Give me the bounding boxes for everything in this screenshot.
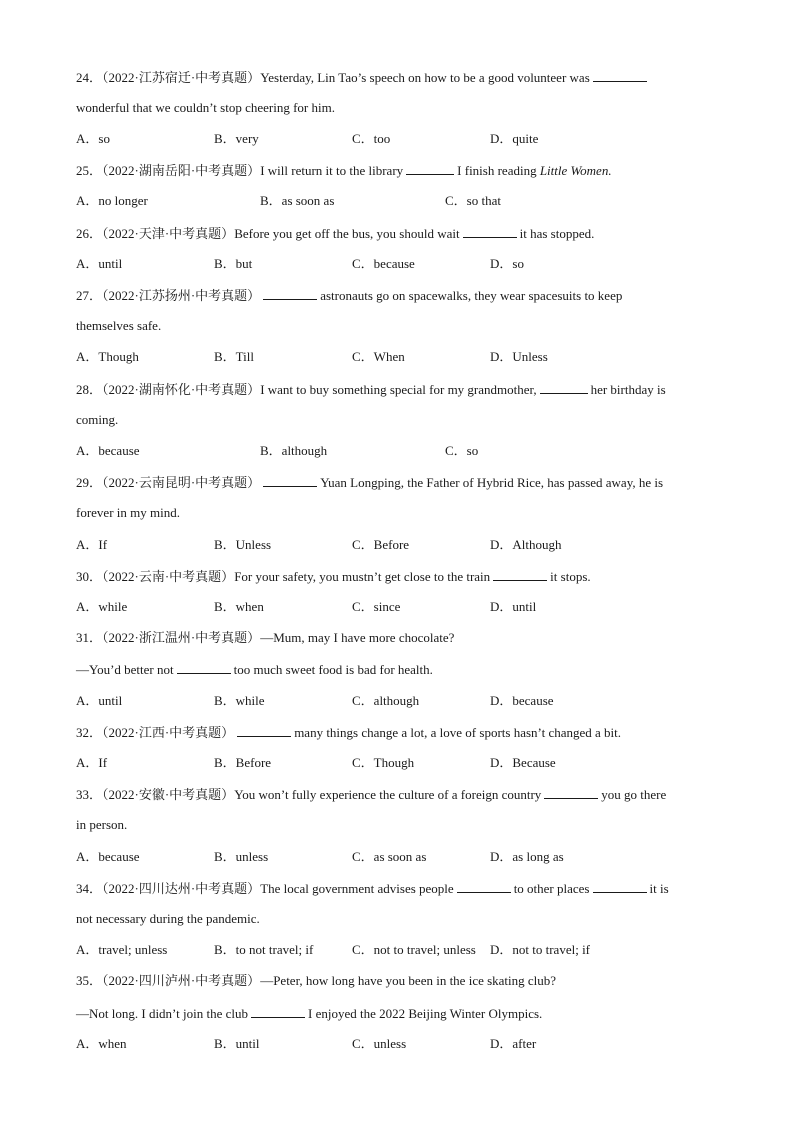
question-source: （2022·湖南怀化·中考真题） xyxy=(102,382,261,397)
option-c[interactable]: C．Though xyxy=(352,755,415,770)
question-text: For your safety, you mustn’t get close to the train xyxy=(234,569,491,584)
answer-blank xyxy=(251,1005,305,1018)
question-number: 33． xyxy=(76,787,103,802)
question-31-continued: —You’d better not too much sweet food is bad for health. xyxy=(76,662,433,677)
option-c[interactable]: C．so that xyxy=(445,193,501,208)
option-d[interactable]: D．after xyxy=(490,1036,537,1051)
question-source: （2022·四川泸州·中考真题） xyxy=(102,973,261,988)
question-35 xyxy=(76,973,556,989)
question-28-continued: coming. xyxy=(76,412,119,427)
question-source: （2022·云南·中考真题） xyxy=(102,569,235,584)
option-b[interactable]: B．to not travel; if xyxy=(214,942,314,957)
option-c[interactable]: C．Before xyxy=(352,537,410,552)
option-b[interactable]: B．while xyxy=(214,693,265,708)
option-d[interactable]: D．so xyxy=(490,256,524,271)
question-number: 27． xyxy=(76,288,103,303)
answer-blank xyxy=(493,568,547,581)
answer-blank xyxy=(237,724,291,737)
answer-blank-2 xyxy=(593,880,647,893)
question-number: 32． xyxy=(76,725,103,740)
question-text: I want to buy something special for my grandmother, xyxy=(260,382,537,397)
question-33 xyxy=(76,786,666,802)
answer-blank xyxy=(263,474,317,487)
question-text: I finish reading xyxy=(457,163,537,178)
question-29-continued: forever in my mind. xyxy=(76,505,180,520)
question-number: 31． xyxy=(76,630,103,645)
option-b[interactable]: B．as soon as xyxy=(260,193,335,208)
question-number: 30． xyxy=(76,569,103,584)
option-d[interactable]: D．not to travel; if xyxy=(490,942,591,957)
option-b[interactable]: B．although xyxy=(260,443,328,458)
question-source: （2022·湖南岳阳·中考真题） xyxy=(102,163,261,178)
answer-blank xyxy=(406,162,454,175)
option-d[interactable]: D．as long as xyxy=(490,849,564,864)
question-number: 35． xyxy=(76,973,103,988)
question-source: （2022·江西·中考真题） xyxy=(102,725,235,740)
answer-blank xyxy=(263,287,317,300)
question-30 xyxy=(76,568,591,584)
question-number: 25． xyxy=(76,163,103,178)
answer-blank xyxy=(544,786,598,799)
question-29 xyxy=(76,474,663,490)
question-35-continued: —Not long. I didn’t join the club I enjoyed the 2022 Beijing Winter Olympics. xyxy=(76,1006,543,1021)
answer-blank xyxy=(463,225,517,238)
option-d[interactable]: D．until xyxy=(490,599,537,614)
question-25 xyxy=(76,162,612,178)
question-24 xyxy=(76,69,650,85)
question-text: Yesterday, Lin Tao’s speech on how to be a good volunteer was xyxy=(260,70,590,85)
book-title: Little Women. xyxy=(539,163,612,178)
question-text: Before you get off the bus, you should wait xyxy=(234,226,460,241)
question-text: —Peter, how long have you been in the ice skating club? xyxy=(260,973,557,988)
question-source: （2022·浙江温州·中考真题） xyxy=(102,630,261,645)
option-a[interactable]: A．no longer xyxy=(76,193,148,208)
option-a[interactable]: A．because xyxy=(76,849,140,864)
question-number: 26． xyxy=(76,226,103,241)
option-c[interactable]: C．because xyxy=(352,256,415,271)
option-b[interactable]: B．when xyxy=(214,599,264,614)
option-a[interactable]: A．If xyxy=(76,755,108,770)
question-source: （2022·江苏宿迁·中考真题） xyxy=(102,70,261,85)
option-a[interactable]: A．until xyxy=(76,256,123,271)
option-b[interactable]: B．Before xyxy=(214,755,272,770)
option-c[interactable]: C．too xyxy=(352,131,391,146)
option-a[interactable]: A．so xyxy=(76,131,110,146)
question-source: （2022·云南昆明·中考真题） xyxy=(102,475,261,490)
option-c[interactable]: C．not to travel; unless xyxy=(352,942,476,957)
option-c[interactable]: C．so xyxy=(445,443,479,458)
option-b[interactable]: B．very xyxy=(214,131,259,146)
option-d[interactable]: D．Unless xyxy=(490,349,548,364)
question-32 xyxy=(76,724,621,740)
question-text: to other places xyxy=(513,881,590,896)
question-text: it has stopped. xyxy=(519,226,595,241)
option-c[interactable]: C．although xyxy=(352,693,420,708)
question-text: —Mum, may I have more chocolate? xyxy=(260,630,455,645)
option-a[interactable]: A．If xyxy=(76,537,108,552)
question-text: it is xyxy=(649,881,669,896)
option-a[interactable]: A．travel; unless xyxy=(76,942,168,957)
question-24-continued: wonderful that we couldn’t stop cheering for him. xyxy=(76,100,335,115)
option-a[interactable]: A．because xyxy=(76,443,140,458)
question-26 xyxy=(76,225,594,241)
option-b[interactable]: B．until xyxy=(214,1036,260,1051)
option-d[interactable]: D．Because xyxy=(490,755,556,770)
answer-blank xyxy=(593,69,647,82)
option-c[interactable]: C．unless xyxy=(352,1036,407,1051)
question-number: 28． xyxy=(76,382,103,397)
question-source: （2022·安徽·中考真题） xyxy=(102,787,235,802)
question-number: 34． xyxy=(76,881,103,896)
question-number: 29． xyxy=(76,475,103,490)
question-34-continued: not necessary during the pandemic. xyxy=(76,911,260,926)
option-b[interactable]: B．but xyxy=(214,256,253,271)
option-a[interactable]: A．until xyxy=(76,693,123,708)
question-text: you go there xyxy=(601,787,667,802)
answer-blank xyxy=(540,381,588,394)
question-27-continued: themselves safe. xyxy=(76,318,162,333)
question-source: （2022·江苏扬州·中考真题） xyxy=(102,288,261,303)
question-33-continued: in person. xyxy=(76,817,128,832)
question-text: her birthday is xyxy=(590,382,666,397)
option-c[interactable]: C．since xyxy=(352,599,401,614)
question-text: You won’t fully experience the culture of a foreign country xyxy=(234,787,542,802)
question-number: 24． xyxy=(76,70,103,85)
option-d[interactable]: D．quite xyxy=(490,131,539,146)
option-d[interactable]: D．because xyxy=(490,693,554,708)
question-text: The local government advises people xyxy=(260,881,454,896)
option-a[interactable]: A．while xyxy=(76,599,128,614)
option-c[interactable]: C．When xyxy=(352,349,405,364)
question-text: astronauts go on spacewalks, they wear spacesuits to keep xyxy=(320,288,623,303)
option-a[interactable]: A．when xyxy=(76,1036,127,1051)
option-b[interactable]: B．Unless xyxy=(214,537,272,552)
question-text: many things change a lot, a love of sports hasn’t changed a bit. xyxy=(294,725,622,740)
option-a[interactable]: A．Though xyxy=(76,349,139,364)
question-source: （2022·四川达州·中考真题） xyxy=(102,881,261,896)
question-text: I will return it to the library xyxy=(260,163,404,178)
question-28 xyxy=(76,381,666,397)
option-d[interactable]: D．Although xyxy=(490,537,562,552)
question-text: it stops. xyxy=(550,569,591,584)
option-c[interactable]: C．as soon as xyxy=(352,849,427,864)
option-b[interactable]: B．Till xyxy=(214,349,254,364)
answer-blank-1 xyxy=(457,880,511,893)
question-31 xyxy=(76,630,454,646)
question-34 xyxy=(76,880,669,896)
question-text: Yuan Longping, the Father of Hybrid Rice, has passed away, he is xyxy=(320,475,664,490)
question-27 xyxy=(76,287,622,303)
option-b[interactable]: B．unless xyxy=(214,849,269,864)
question-source: （2022·天津·中考真题） xyxy=(102,226,235,241)
answer-blank xyxy=(177,661,231,674)
